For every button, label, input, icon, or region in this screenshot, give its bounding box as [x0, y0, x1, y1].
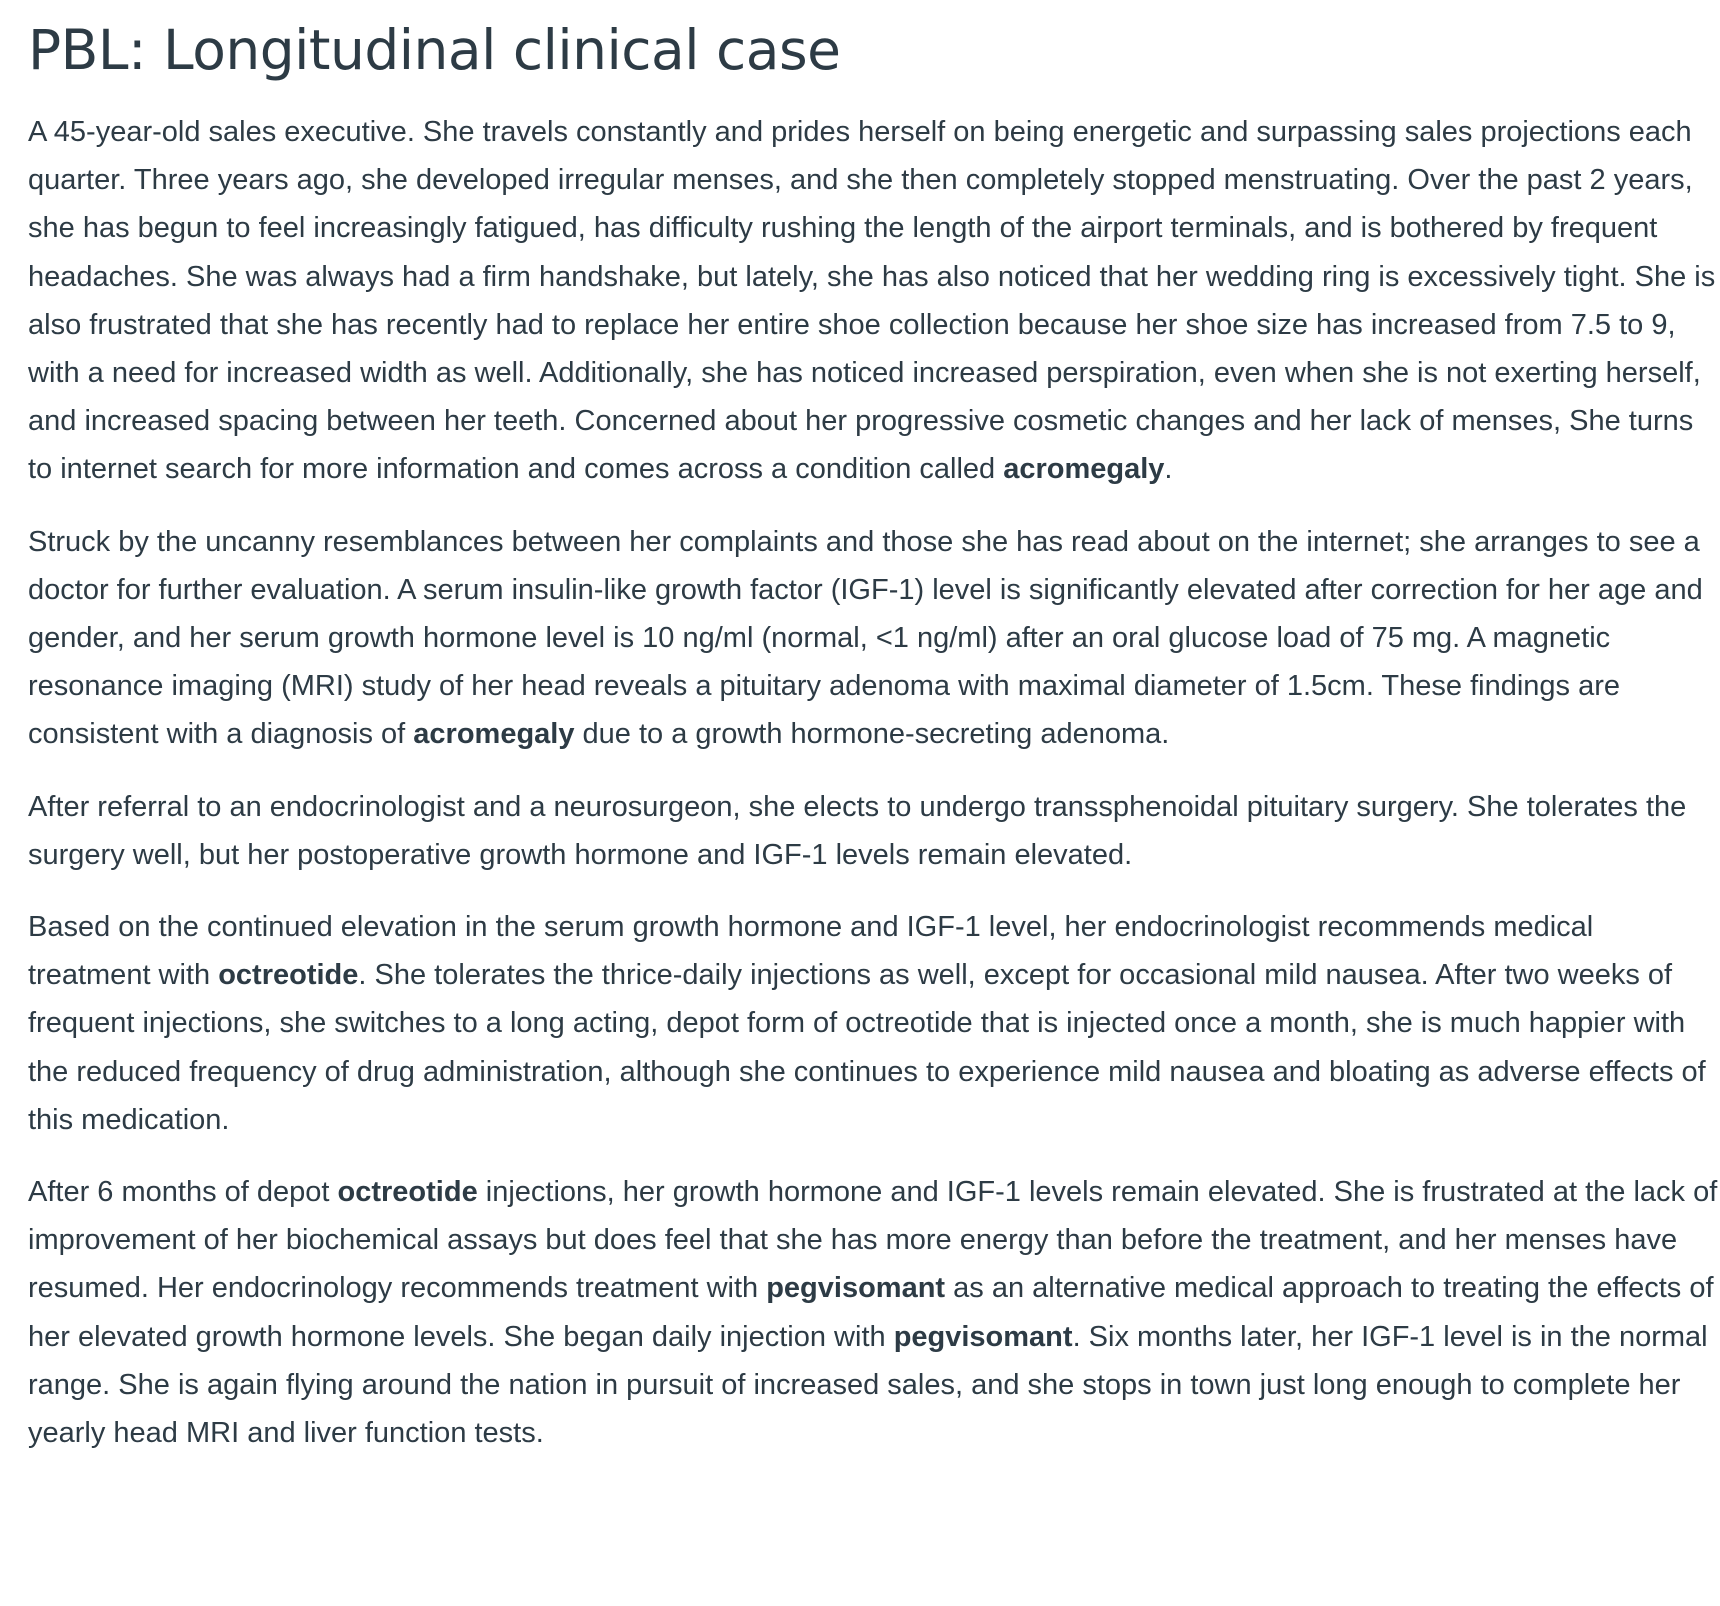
paragraph-text: .	[1164, 453, 1173, 486]
paragraph-text: Struck by the uncanny resemblances between her complaints and those she has read about on the internet; she arranges to see a doctor for further evaluation. A serum insulin-like growth factor (IGF-1) level is significantly elevated after correction for her age and gender, and her serum growth hormone level is 10 ng/ml (normal, <1 ng/ml) after an oral glucose load of 75 mg. A magnetic resonance imaging (MRI) study of her head reveals a pituitary adenoma with maximal diameter of 1.5cm. These findings are consistent with a diagnosis of	[28, 525, 1703, 751]
paragraph-text: injections, her growth hormone and IGF-1 levels remain elevated. She is frustrated at the lack of improvement of her biochemical assays but does feel that she has more energy than before the treatment, and her menses have resumed. Her endocrinology recommends treatment with	[28, 1176, 1718, 1305]
case-paragraph-presentation	[28, 108, 1718, 494]
paragraph-text: After 6 months of depot	[28, 1176, 338, 1209]
page-content	[28, 14, 1718, 1481]
paragraph-text: as an alternative medical approach to treating the effects of her elevated growth hormone levels. She began daily injection with	[28, 1272, 1714, 1353]
term-pegvisomant: pegvisomant	[893, 1320, 1073, 1353]
paragraph-text: After referral to an endocrinologist and a neurosurgeon, she elects to undergo transsphenoidal pituitary surgery. She tolerates the surgery well, but her postoperative growth hormone and IGF-1 levels remain elevated.	[28, 790, 1687, 871]
paragraph-text: A 45-year-old sales executive. She travels constantly and prides herself on being energetic and surpassing sales projections each quarter. Three years ago, she developed irregular menses, and she then completely stopped menstruating. Over the past 2 years, she has begun to feel increasingly fatigued, has difficulty rushing the length of the airport terminals, and is bothered by frequent headaches. She was always had a firm handshake, but lately, she has also noticed that her wedding ring is excessively tight. She is also frustrated that she has recently had to replace her entire shoe collection because her shoe size has increased from 7.5 to 9, with a need for increased width as well. Additionally, she has noticed increased perspiration, even when she is not exerting herself, and increased spacing between her teeth. Concerned about her progressive cosmetic changes and her lack of menses, She turns to internet search for more information and comes across a condition called	[28, 116, 1716, 486]
paragraph-text: . Six months later, her IGF-1 level is in the normal range. She is again flying around the nation in pursuit of increased sales, and she stops in town just long enough to complete her yearly head MRI and liver function tests.	[28, 1320, 1708, 1450]
paragraph-text: . She tolerates the thrice-daily injections as well, except for occasional mild nausea. After two weeks of frequent injections, she switches to a long acting, depot form of octreotide that is injected once a month, she is much happier with the reduced frequency of drug administration, although she continues to experience mild nausea and bloating as adverse effects of this medication.	[28, 959, 1706, 1136]
term-octreotide: octreotide	[337, 1176, 478, 1209]
term-octreotide: octreotide	[218, 959, 359, 992]
term-acromegaly: acromegaly	[1003, 453, 1165, 486]
paragraph-text: Based on the continued elevation in the serum growth hormone and IGF-1 level, her endocrinologist recommends medical treatment with	[28, 911, 1594, 992]
term-acromegaly: acromegaly	[413, 718, 575, 751]
case-paragraph-octreotide	[28, 903, 1718, 1144]
term-pegvisomant: pegvisomant	[766, 1272, 946, 1305]
case-paragraph-pegvisomant	[28, 1168, 1718, 1457]
page-title: PBL: Longitudinal clinical case	[28, 18, 841, 82]
case-paragraph-evaluation	[28, 518, 1718, 759]
paragraph-text: due to a growth hormone-secreting adenoma.	[574, 718, 1170, 751]
case-paragraph-surgery	[28, 783, 1718, 879]
